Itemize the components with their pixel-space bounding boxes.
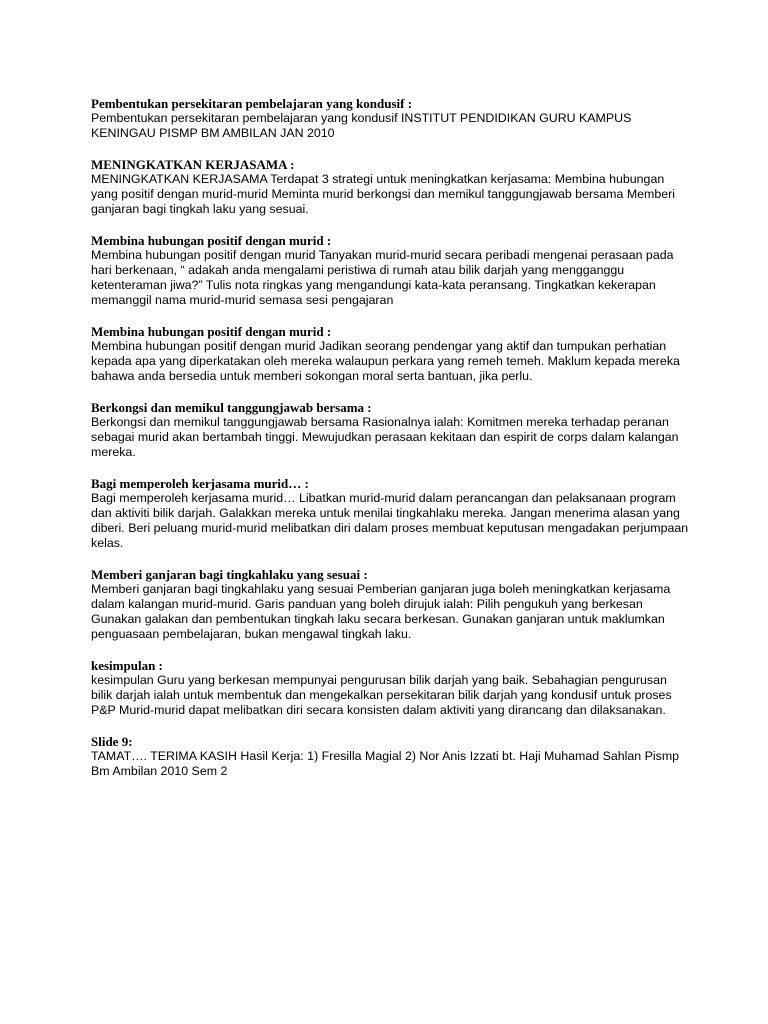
section-ganjaran [91,567,691,642]
section-body: Pembentukan persekitaran pembelajaran yang kondusif INSTITUT PENDIDIKAN GURU KAMPUS KENINGAU PISMP BM AMBILAN JAN 2010 [91,111,632,140]
section-body: Memberi ganjaran bagi tingkahlaku yang sesuai Pemberian ganjaran juga boleh meningkatkan kerjasama dalam kalangan murid-murid. Garis panduan yang boleh dirujuk ialah: Pilih pengukuh yang berkesan Gunakan galakan dan pembentukan tingkah laku secara berkesan. Gunakan ganjaran untuk maklumkan penguasaan pembelajaran, bukan mengawal tingkah laku. [91,582,671,641]
section-body: Bagi memperoleh kerjasama murid… Libatkan murid-murid dalam perancangan dan pelaksanaan program dan aktiviti bilik darjah. Galakkan mereka untuk menilai tingkahlaku mereka. Jangan menerima alasan yang diberi. Beri peluang murid-murid melibatkan diri dalam proses membuat keputusan mengadakan perjumpaan kelas. [91,491,689,550]
section-hubungan-positif-2 [91,324,691,384]
section-body: Berkongsi dan memikul tanggungjawab bersama Rasionalnya ialah: Komitmen mereka terhadap peranan sebagai murid akan bertambah tinggi. Mewujudkan perasaan kekitaan dan espirit de corps dalam kalangan mereka. [91,415,679,459]
section-heading: Membina hubungan positif dengan murid : [91,233,332,248]
section-kesimpulan [91,658,691,718]
section-heading: kesimpulan : [91,658,163,673]
section-heading: Berkongsi dan memikul tanggungjawab bersama : [91,400,372,415]
section-body: Membina hubungan positif dengan murid Tanyakan murid-murid secara peribadi mengenai perasaan pada hari berkenaan, “ adakah anda mengalami peristiwa di rumah atau bilik darjah yang mengganggu ketenteraman jiwa?” Tulis nota ringkas yang mengandungi kata-kata peransang. Tingkatkan kekerapan memanggil nama murid-murid semasa sesi pengajaran [91,248,674,307]
section-heading: Memberi ganjaran bagi tingkahlaku yang sesuai : [91,567,368,582]
section-kerjasama-murid [91,476,691,551]
section-heading: Bagi memperoleh kerjasama murid… : [91,476,309,491]
document-page [91,96,691,795]
section-body: Membina hubungan positif dengan murid Jadikan seorang pendengar yang aktif dan tumpukan perhatian kepada apa yang diperkatakan oleh mereka walaupun perkara yang remeh temeh. Maklum kepada mereka bahawa anda bersedia untuk memberi sokongan moral serta bantuan, jika perlu. [91,339,680,383]
section-heading: Membina hubungan positif dengan murid : [91,324,332,339]
section-berkongsi-tanggungjawab [91,400,691,460]
section-meningkatkan-kerjasama [91,157,691,217]
section-body: TAMAT…. TERIMA KASIH Hasil Kerja: 1) Fresilla Magial 2) Nor Anis Izzati bt. Haji Muhamad Sahlan Pismp Bm Ambilan 2010 Sem 2 [91,749,680,778]
section-hubungan-positif-1 [91,233,691,308]
section-heading: MENINGKATKAN KERJASAMA : [91,157,295,172]
section-slide-9 [91,734,691,779]
section-pembentukan [91,96,691,141]
section-body: kesimpulan Guru yang berkesan mempunyai pengurusan bilik darjah yang baik. Sebahagian pengurusan bilik darjah ialah untuk membentuk dan mengekalkan persekitaran bilik darjah yang kondusif untuk proses P&P Murid-murid dapat melibatkan diri secara konsisten dalam aktiviti yang dirancang dan dilaksanakan. [91,673,672,717]
section-heading: Pembentukan persekitaran pembelajaran yang kondusif : [91,96,413,111]
section-body: MENINGKATKAN KERJASAMA Terdapat 3 strategi untuk meningkatkan kerjasama: Membina hubungan yang positif dengan murid-murid Meminta murid berkongsi dan memikul tanggungjawab bersama Memberi ganjaran bagi tingkah laku yang sesuai. [91,172,676,216]
section-heading: Slide 9: [91,734,133,749]
